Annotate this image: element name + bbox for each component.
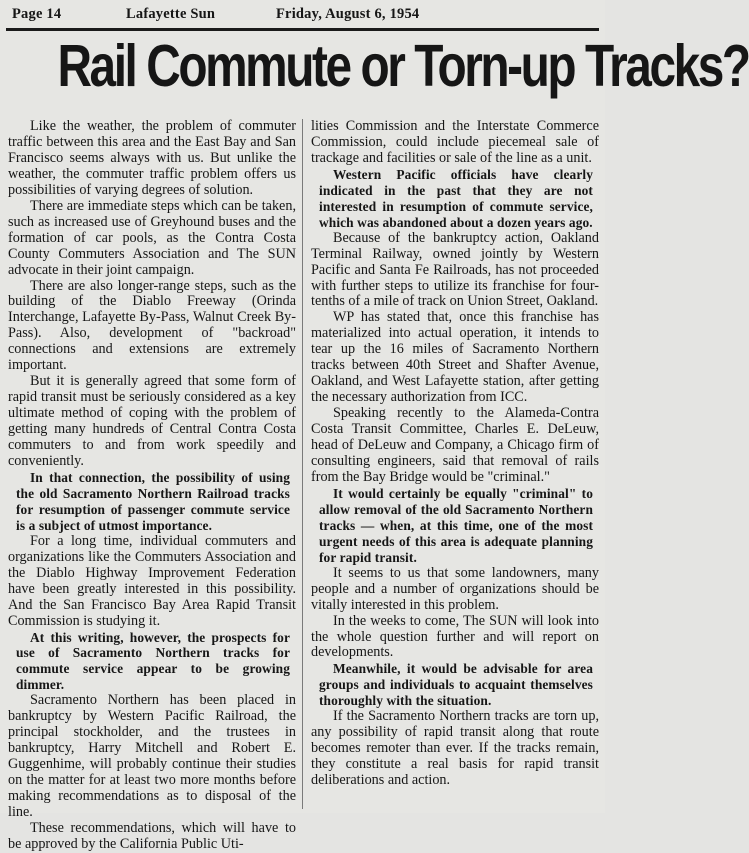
- paragraph: These recommendations, which will have to be approved by the California Public Uti-: [8, 819, 296, 852]
- bold-paragraph: Meanwhile, it would be advisable for area groups and individuals to acquaint themselves thoroughly with the situation.: [319, 661, 593, 709]
- bold-paragraph: In that connection, the possibility of using the old Sacramento Northern Railroad tracks for resumption of passenger commute service is a subject of utmost importance.: [16, 469, 290, 533]
- paragraph: Because of the bankruptcy action, Oakland Terminal Railway, owned jointly by Western Pacific and Santa Fe Railroads, has not proceeded with further steps to utilize its franchise for four-tenths of a mile of track on Union Street, Oakland.: [311, 229, 599, 310]
- bold-paragraph: At this writing, however, the prospects for use of Sacramento Northern tracks for commute service appear to be growing dimmer.: [16, 629, 290, 693]
- bold-paragraph: It would certainly be equally "criminal" to allow removal of the old Sacramento Northern tracks — when, at this time, one of the most urgent needs of this area is adequate planning for rapid transit.: [319, 485, 593, 565]
- column-divider: [302, 119, 303, 809]
- headline: Rail Commute or Torn-up Tracks?: [57, 33, 749, 99]
- article-column-right: [311, 119, 599, 789]
- header-rule: [6, 28, 599, 31]
- newspaper-name: Lafayette Sun: [126, 6, 216, 22]
- article-column-left: [8, 119, 296, 853]
- issue-date: Friday, August 6, 1954: [276, 6, 420, 22]
- paragraph: But it is generally agreed that some form of rapid transit must be seriously considered as a key ultimate method of coping with the problem of getting many hundreds of Central Contra Costa commuters to and from work speedily and conveniently.: [8, 373, 296, 470]
- paragraph: There are immediate steps which can be taken, such as increased use of Greyhound buses and the formation of car pools, as the Contra Costa County Commuters Association and The SUN advocate in their joint campaign.: [8, 197, 296, 278]
- paragraph: Speaking recently to the Alameda-Contra Costa Transit Committee, Charles E. DeLeuw, head of DeLeuw and Company, a Chicago firm of consulting engineers, said that removal of rails from the Bay Bridge would be "criminal.": [311, 405, 599, 485]
- paragraph: It seems to us that some landowners, many people and a number of organizations should be vitally interested in this problem.: [311, 564, 599, 613]
- paragraph: For a long time, individual commuters and organizations like the Commuters Association and the Diablo Highway Improvement Federation have been greatly interested in this possibility. And the San Francisco Bay Area Rapid Transit Commission is studying it.: [8, 532, 296, 629]
- bold-paragraph: Western Pacific officials have clearly indicated in the past that they are not interested in resumption of commute service, which was abandoned about a dozen years ago.: [319, 166, 593, 230]
- page-header: [8, 6, 597, 26]
- paragraph: In the weeks to come, The SUN will look into the whole question further and will report on developments.: [311, 612, 599, 661]
- paragraph: lities Commission and the Interstate Commerce Commission, could include piecemeal sale of trackage and facilities or sale of the line as a unit.: [311, 118, 599, 166]
- paragraph: Sacramento Northern has been placed in bankruptcy by Western Pacific Railroad, the principal stockholder, and the trustees in bankruptcy, Harry Mitchell and Robert E. Guggenhime, will probably continue their studies on the matter for at least two more months before making recommendations as to disposal of the line.: [8, 692, 296, 820]
- paragraph: If the Sacramento Northern tracks are torn up, any possibility of rapid transit along that route becomes remoter than ever. If the tracks remain, they constitute a real basis for rapid transit deliberations and action.: [311, 708, 599, 789]
- paragraph: Like the weather, the problem of commuter traffic between this area and the East Bay and San Francisco seems always with us. But unlike the weather, the commuter traffic problem offers us possibilities of varying degrees of solution.: [8, 118, 296, 198]
- page-number: Page 14: [12, 6, 62, 22]
- paragraph: WP has stated that, once this franchise has materialized into actual operation, it intends to tear up the 16 miles of Sacramento Northern tracks between 40th Street and Shafter Avenue, Oakland, and West Lafayette station, after getting the necessary authorization from ICC.: [311, 309, 599, 406]
- paragraph: There are also longer-range steps, such as the building of the Diablo Freeway (Orinda Interchange, Lafayette By-Pass, Walnut Creek By-Pass). Also, development of "backroad" connections and extensions are extremely important.: [8, 277, 296, 374]
